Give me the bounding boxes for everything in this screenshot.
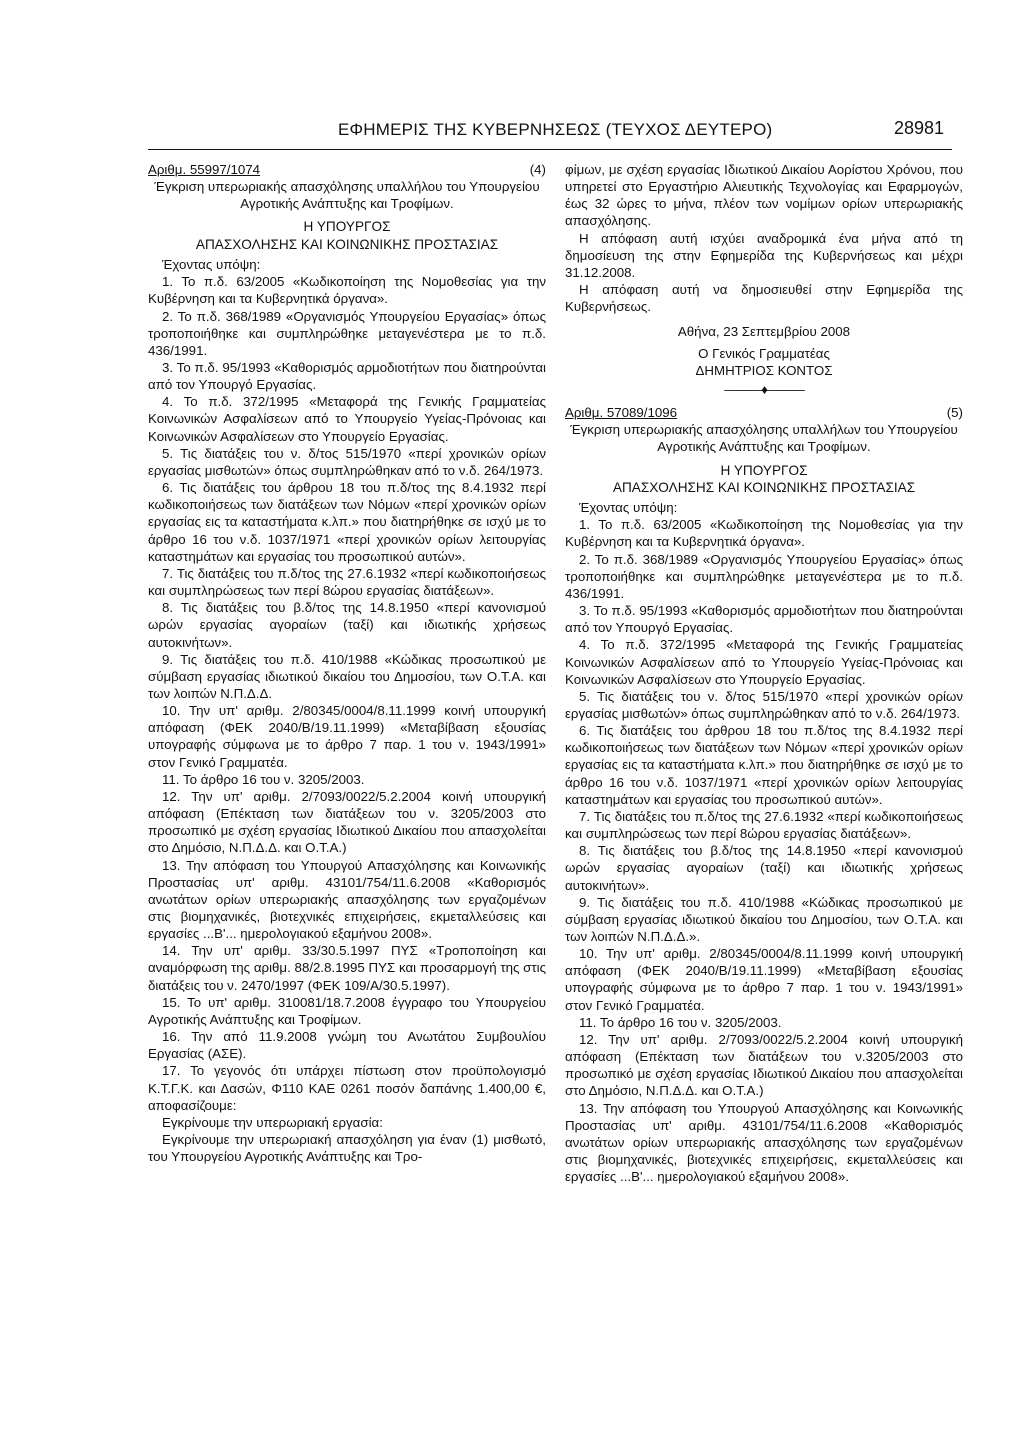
list-item: 6. Τις διατάξεις του άρθρου 18 του π.δ/τος της 8.4.1932 περί κωδικοποιήσεως των διατάξεων των Νόμων «περί χρονικών ορίων εργασίας εις τα καταστήματα κ.λπ.» που διατηρήθηκε σε ισχύ με το άρθρο 16 του ν.δ. 1037/1971 «περί χρονικών ορίων λειτουργίας καταστημάτων και εργασίας του προσωπικού αυτών». <box>148 480 546 564</box>
list-item: 7. Τις διατάξεις του π.δ/τος της 27.6.1932 «περί κωδικοποιήσεως και συμπληρώσεως των περί 8ώρου εργασίας διατάξεων». <box>148 565 546 599</box>
list-item: 6. Τις διατάξεις του άρθρου 18 του π.δ/τος της 8.4.1932 περί κωδικοποιήσεως των διατάξεων των Νόμων «περί χρονικών ορίων εργασίας εις τα καταστήματα κ.λπ.» που διατηρήθηκε σε ισχύ με το άρθρο 16 του ν.δ. 1037/1971 «περί χρονικών ορίων λειτουργίας καταστημάτων και εργασίας του προσωπικού αυτών». <box>565 723 963 807</box>
list-item: 11. Το άρθρο 16 του ν. 3205/2003. <box>579 1014 782 1030</box>
considering-label: Έχοντας υπόψη: <box>162 257 261 273</box>
decision-marker: (4) <box>529 162 546 177</box>
list-item: 1. Το π.δ. 63/2005 «Κωδικοποίηση της Νομοθεσίας για την Κυβέρνηση και τα Κυβερνητικά όργανα». <box>565 517 963 550</box>
list-item: 16. Την από 11.9.2008 γνώμη του Ανωτάτου Συμβουλίου Εργασίας (ΑΣΕ). <box>148 1029 546 1062</box>
place-date: Αθήνα, 23 Σεπτεμβρίου 2008 <box>677 324 851 340</box>
publication-clause: Η απόφαση αυτή να δημοσιευθεί στην Εφημερίδα της Κυβερνήσεως. <box>565 282 963 315</box>
approve-line: Εγκρίνουμε την υπερωριακή εργασία: <box>162 1114 383 1130</box>
list-item: 5. Τις διατάξεις του ν. δ/τος 515/1970 «περί χρονικών ορίων εργασίας μισθωτών» όπως συμπληρώθηκαν από το ν.δ. 264/1973. <box>148 445 546 478</box>
decision-body-start: Εγκρίνουμε την υπερωριακή απασχόληση για έναν (1) μισθωτό, του Υπουργείου Αγροτικής Ανάπτυξης και Τρο- <box>148 1132 546 1165</box>
list-item: 3. Το π.δ. 95/1993 «Καθορισμός αρμοδιοτήτων που διατηρούνται από τον Υπουργό Εργασίας. <box>565 603 963 636</box>
decision-number: Αριθμ. 55997/1074 <box>148 162 261 177</box>
decision-subject: Έγκριση υπερωριακής απασχόλησης υπαλλήλων του Υπουργείου Αγροτικής Ανάπτυξης και Τροφίμων. <box>570 422 958 455</box>
retroactive-clause: Η απόφαση αυτή ισχύει αναδρομικά ένα μήνα από τη δημοσίευση της στην Εφημερίδα της Κυβερνήσεως και μέχρι 31.12.2008. <box>565 230 963 280</box>
authority-line-2: ΑΠΑΣΧΟΛΗΣΗΣ ΚΑΙ ΚΟΙΝΩΝΙΚΗΣ ΠΡΟΣΤΑΣΙΑΣ <box>612 480 916 496</box>
list-item: 2. Το π.δ. 368/1989 «Οργανισμός Υπουργείου Εργασίας» όπως τροποποιήθηκε και συμπληρώθηκε μεταγενέστερα με το π.δ. 436/1991. <box>148 308 546 358</box>
list-item: 10. Την υπ' αριθμ. 2/80345/0004/8.11.1999 κοινή υπουργική απόφαση (ΦΕΚ 2040/Β/19.11.1999) «Μεταβίβαση εξουσίας υπογραφής σύμφωνα με το άρθρο 7 παρ. 1 του ν. 1943/1991» στον Γενικό Γραμματέα. <box>148 703 546 770</box>
considering-label: Έχοντας υπόψη: <box>579 500 678 516</box>
list-item: 12. Την υπ' αριθμ. 2/7093/0022/5.2.2004 κοινή υπουργική απόφαση (Επέκταση των διατάξεων του ν.3205/2003 στο προσωπικό με σχέση εργασίας Ιδιωτικού Δικαίου που απασχολείται στο Δημόσιο, Ν.Π.Δ.Δ. και Ο.Τ.Α.) <box>565 1031 963 1099</box>
signer-title: Ο Γενικός Γραμματέας <box>698 345 830 361</box>
list-item: 9. Τις διατάξεις του π.δ. 410/1988 «Κώδικας προσωπικού με σύμβαση εργασίας ιδιωτικού δικαίου του Δημοσίου, των Ο.Τ.Α. και των λοιπών Ν.Π.Δ.Δ. <box>148 651 546 701</box>
list-item: 4. Το π.δ. 372/1995 «Μεταφορά της Γενικής Γραμματείας Κοινωνικών Ασφαλίσεων από το Υπουργείο Υγείας-Πρόνοιας και Κοινωνικών Ασφαλίσεων στο Υπουργείο Εργασίας. <box>148 394 546 444</box>
decision-number-line <box>565 404 963 421</box>
list-item: 12. Την υπ' αριθμ. 2/7093/0022/5.2.2004 κοινή υπουργική απόφαση (Επέκταση των διατάξεων του ν. 3205/2003 στο προσωπικό με σχέση εργασίας Ιδιωτικού Δικαίου που απασχολείται στο Δημόσιο, Ν.Π.Δ.Δ. και Ο.Τ.Α.) <box>148 788 546 856</box>
gazette-title: ΕΦΗΜΕΡΙΣ ΤΗΣ ΚΥΒΕΡΝΗΣΕΩΣ (ΤΕΥΧΟΣ ΔΕΥΤΕΡΟ) <box>338 120 773 139</box>
decision-marker: (5) <box>946 405 963 421</box>
list-item: 8. Τις διατάξεις του β.δ/τος της 14.8.1950 «περί κανονισμού ωρών εργασίας αγοραίων (ταξί) και ιδιωτικής χρήσεως αυτοκινήτων». <box>565 843 963 893</box>
authority-line-2: ΑΠΑΣΧΟΛΗΣΗΣ ΚΑΙ ΚΟΙΝΩΝΙΚΗΣ ΠΡΟΣΤΑΣΙΑΣ <box>195 237 499 253</box>
left-column <box>148 161 546 1165</box>
list-item: 1. Το π.δ. 63/2005 «Κωδικοποίηση της Νομοθεσίας για την Κυβέρνηση και τα Κυβερνητικά όργανα». <box>148 274 546 307</box>
page-number: 28981 <box>893 118 944 138</box>
list-item: 3. Το π.δ. 95/1993 «Καθορισμός αρμοδιοτήτων που διατηρούνται από τον Υπουργό Εργασίας. <box>148 360 546 393</box>
decision-body-continued: φίμων, με σχέση εργασίας Ιδιωτικού Δικαίου Αορίστου Χρόνου, που υπηρετεί στο Εργαστήριο Αλιευτικής Τεχνολογίας και Εφαρμογών, έως 32 ώρες το μήνα, πλέον των νομίμων ορίων υπερωριακής απασχόλησης. <box>565 162 963 229</box>
list-item: 4. Το π.δ. 372/1995 «Μεταφορά της Γενικής Γραμματείας Κοινωνικών Ασφαλίσεων από το Υπουργείο Υγείας-Πρόνοιας και Κοινωνικών Ασφαλίσεων στο Υπουργείο Εργασίας. <box>565 637 963 687</box>
decision-subject: Έγκριση υπερωριακής απασχόλησης υπαλλήλου του Υπουργείου Αγροτικής Ανάπτυξης και Τροφίμων. <box>154 179 540 212</box>
list-item: 5. Τις διατάξεις του ν. δ/τος 515/1970 «περί χρονικών ορίων εργασίας μισθωτών» όπως συμπληρώθηκαν από το ν.δ. 264/1973. <box>565 688 963 721</box>
list-item: 7. Τις διατάξεις του π.δ/τος της 27.6.1932 «περί κωδικοποιήσεως και συμπληρώσεως των περί 8ώρου εργασίας διατάξεων». <box>565 808 963 842</box>
list-item: 17. Το γεγονός ότι υπάρχει πίστωση στον προϋπολογισμό Κ.Τ.Γ.Κ. και Δασών, Φ110 ΚΑΕ 0261 ποσόν δαπάνης 1.400,00 €, αποφασίζουμε: <box>148 1063 546 1113</box>
list-item: 2. Το π.δ. 368/1989 «Οργανισμός Υπουργείου Εργασίας» όπως τροποποιήθηκε και συμπληρώθηκε μεταγενέστερα με το π.δ. 436/1991. <box>565 551 963 601</box>
list-item: 13. Την απόφαση του Υπουργού Απασχόλησης και Κοινωνικής Προστασίας υπ' αριθμ. 43101/754/11.6.2008 «Καθορισμός ανωτάτων ορίων υπερωριακής απασχόλησης των εργαζομένων στις βιομηχανικές, βιοτεχνικές επιχειρήσεις, εκμεταλλεύσεις και εργασίες ...Β'... ημερολογιακού εξαμήνου 2008». <box>148 857 546 942</box>
page-header <box>148 116 952 146</box>
authority-line-1: Η ΥΠΟΥΡΓΟΣ <box>720 462 808 478</box>
section-separator: ———♦——— <box>724 381 804 397</box>
list-item: 13. Την απόφαση του Υπουργού Απασχόλησης και Κοινωνικής Προστασίας υπ' αριθμ. 43101/754/11.6.2008 «Καθορισμός ανωτάτων ορίων υπερωριακής απασχόλησης των εργαζομένων στις βιομηχανικές, βιοτεχνικές επιχειρήσεις, εκμεταλλεύσεις και εργασίες ...Β'... ημερολογιακού εξαμήνου 2008». <box>565 1100 963 1185</box>
header-rule <box>148 149 952 150</box>
list-item: 9. Τις διατάξεις του π.δ. 410/1988 «Κώδικας προσωπικού με σύμβαση εργασίας ιδιωτικού δικαίου του Δημοσίου, των Ο.Τ.Α. και των λοιπών Ν.Π.Δ.Δ.». <box>565 894 963 944</box>
right-column <box>565 161 963 1185</box>
decision-number: Αριθμ. 57089/1096 <box>565 405 678 421</box>
signer-name: ΔΗΜΗΤΡΙΟΣ ΚΟΝΤΟΣ <box>695 362 833 378</box>
list-item: 11. Το άρθρο 16 του ν. 3205/2003. <box>162 771 365 787</box>
authority-line-1: Η ΥΠΟΥΡΓΟΣ <box>303 219 391 235</box>
authority-heading <box>148 218 546 254</box>
list-item: 8. Τις διατάξεις του β.δ/τος της 14.8.1950 «περί κανονισμού ωρών εργασίας αγοραίων (ταξί) και ιδιωτικής χρήσεως αυτοκινήτων». <box>148 600 546 650</box>
list-item: 15. Το υπ' αριθμ. 310081/18.7.2008 έγγραφο του Υπουργείου Αγροτικής Ανάπτυξης και Τροφίμων. <box>148 994 546 1027</box>
list-item: 14. Την υπ' αριθμ. 33/30.5.1997 ΠΥΣ «Τροποποίηση και αναμόρφωση της αριθμ. 88/2.8.1995 ΠΥΣ και προσαρμογή της στις διατάξεις του ν. 2470/1997 (ΦΕΚ 109/Α/30.5.1997). <box>148 943 546 993</box>
authority-heading <box>565 462 963 498</box>
decision-number-line <box>148 161 546 178</box>
list-item: 10. Την υπ' αριθμ. 2/80345/0004/8.11.1999 κοινή υπουργική απόφαση (ΦΕΚ 2040/Β/19.11.1999) «Μεταβίβαση εξουσίας υπογραφής σύμφωνα με το άρθρο 7 παρ. 1 του ν. 1943/1991» στον Γενικό Γραμματέα. <box>565 946 963 1013</box>
